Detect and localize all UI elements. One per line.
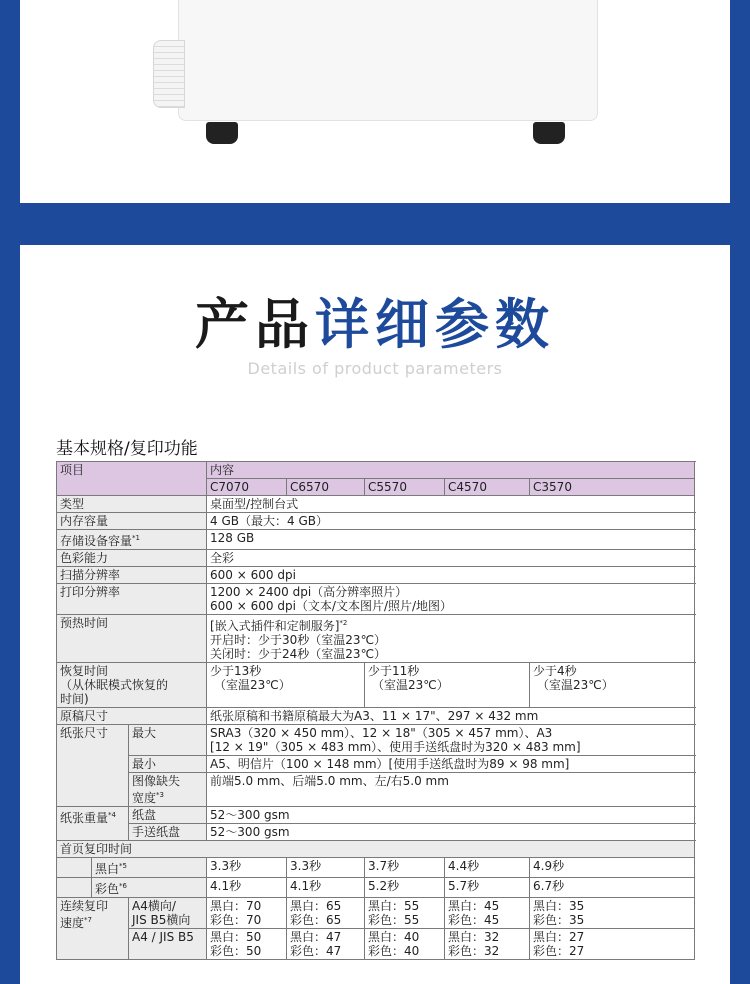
row-value: 600 × 600 dpi <box>207 567 695 584</box>
value-cell: 4.1秒 <box>207 878 287 898</box>
row-label <box>57 530 207 550</box>
value-line: SRA3（320 × 450 mm）、12 × 18"（305 × 457 mm）、A3 <box>210 726 553 740</box>
row-value <box>530 663 695 708</box>
row-sublabel: 手送纸盘 <box>129 824 207 841</box>
row-value <box>207 615 695 663</box>
label-line: 恢复时间 <box>60 664 109 678</box>
value-line: 黑白：45 <box>448 899 500 913</box>
value-line: 黑白：55 <box>368 899 420 913</box>
value-line: 彩色：65 <box>290 913 342 927</box>
row-label: 原稿尺寸 <box>57 708 207 725</box>
table-row <box>57 550 695 567</box>
row-label-text: 存储设备容量 <box>60 534 133 548</box>
footnote-mark: *4 <box>108 811 116 819</box>
value-line: 少于4秒 <box>533 664 577 678</box>
row-value <box>207 663 365 708</box>
table-row <box>57 841 695 858</box>
page-subtitle: Details of product parameters <box>247 359 503 378</box>
row-value <box>207 584 695 615</box>
value-line: 彩色：32 <box>448 944 500 958</box>
table-row <box>57 898 695 929</box>
value-cell: 3.3秒 <box>287 858 365 878</box>
section-heading: 基本规格/复印功能 <box>56 439 198 459</box>
value-line: 600 × 600 dpi（文本/文本图片/照片/地图） <box>210 599 453 613</box>
row-value: 前端5.0 mm、后端5.0 mm、左/右5.0 mm <box>207 773 695 807</box>
value-line: 黑白：32 <box>448 930 500 944</box>
row-spacer <box>57 858 92 878</box>
label-line: 时间) <box>60 692 89 706</box>
row-value: 128 GB <box>207 530 695 550</box>
value-cell: 5.2秒 <box>365 878 445 898</box>
value-cell: 4.4秒 <box>445 858 530 878</box>
label-line <box>132 788 203 805</box>
table-row <box>57 878 695 898</box>
value-line: 1200 × 2400 dpi（高分辨率照片） <box>210 585 408 599</box>
table-row <box>57 663 695 708</box>
table-row <box>57 513 695 530</box>
footnote-mark: *7 <box>84 916 92 924</box>
value-cell <box>530 929 695 960</box>
table-header-row <box>57 462 695 479</box>
table-row <box>57 567 695 584</box>
value-line: 彩色：50 <box>210 944 262 958</box>
row-value: 纸张原稿和书籍原稿最大为A3、11 × 17"、297 × 432 mm <box>207 708 695 725</box>
row-sublabel: 纸盘 <box>129 807 207 824</box>
label-line <box>60 913 125 930</box>
row-label: 色彩能力 <box>57 550 207 567</box>
value-line <box>210 616 691 633</box>
table-row <box>57 756 695 773</box>
value-line: 黑白：70 <box>210 899 262 913</box>
header-item: 项目 <box>57 462 207 496</box>
table-row <box>57 824 695 841</box>
row-label: 打印分辨率 <box>57 584 207 615</box>
label-line: 图像缺失 <box>132 774 181 788</box>
title-part-1: 产品 <box>195 293 315 356</box>
value-line: [12 × 19"（305 × 483 mm）、使用手送纸盘时为320 × 483 mm] <box>210 740 581 754</box>
row-label <box>57 807 129 841</box>
footnote-mark: *5 <box>119 862 127 870</box>
label-text: 速度 <box>60 916 85 930</box>
value-cell <box>445 898 530 929</box>
value-line: 黑白：27 <box>533 930 585 944</box>
table-row <box>57 584 695 615</box>
model-label: C4570 <box>445 479 530 496</box>
row-sublabel <box>129 898 207 929</box>
table-row <box>57 725 695 756</box>
row-sublabel <box>129 773 207 807</box>
header-content: 内容 <box>207 462 695 479</box>
value-line: 彩色：47 <box>290 944 342 958</box>
value-line: 彩色：35 <box>533 913 585 927</box>
footnote-mark: *2 <box>339 619 348 627</box>
value-cell: 3.3秒 <box>207 858 287 878</box>
value-line: 黑白：35 <box>533 899 585 913</box>
row-value: 桌面型/控制台式 <box>207 496 695 513</box>
model-label: C5570 <box>365 479 445 496</box>
value-cell <box>365 898 445 929</box>
value-cell <box>445 929 530 960</box>
spec-table <box>56 461 695 960</box>
value-cell: 5.7秒 <box>445 878 530 898</box>
table-row <box>57 708 695 725</box>
value-cell <box>365 929 445 960</box>
value-cell <box>207 898 287 929</box>
value-cell: 4.9秒 <box>530 858 695 878</box>
row-value <box>207 725 695 756</box>
row-sublabel <box>92 858 207 878</box>
value-cell <box>207 929 287 960</box>
value-line: 黑白：40 <box>368 930 420 944</box>
value-line: 黑白：50 <box>210 930 262 944</box>
label-text: 纸张重量 <box>60 811 109 825</box>
value-line: 开启时：少于30秒（室温23℃） <box>210 633 387 647</box>
label-text: 宽度 <box>132 791 157 805</box>
row-value: 全彩 <box>207 550 695 567</box>
value-line: 彩色：70 <box>210 913 262 927</box>
row-sublabel: 最大 <box>129 725 207 756</box>
row-value: 52～300 gsm <box>207 824 695 841</box>
caster-wheel <box>533 122 565 144</box>
value-cell: 3.7秒 <box>365 858 445 878</box>
row-sublabel <box>92 878 207 898</box>
value-cell: 6.7秒 <box>530 878 695 898</box>
printer-image <box>178 0 598 121</box>
value-line: 少于11秒 <box>368 664 420 678</box>
table-row <box>57 530 695 550</box>
label-line: A4横向/ <box>132 899 176 913</box>
row-value: 52～300 gsm <box>207 807 695 824</box>
value-text: [嵌入式插件和定制服务] <box>210 619 340 633</box>
row-value <box>365 663 530 708</box>
value-line: 黑白：47 <box>290 930 342 944</box>
row-label: 内存容量 <box>57 513 207 530</box>
row-label <box>57 663 207 708</box>
value-line: 彩色：40 <box>368 944 420 958</box>
model-label: C6570 <box>287 479 365 496</box>
value-cell: 4.1秒 <box>287 878 365 898</box>
table-row <box>57 773 695 807</box>
row-label: 首页复印时间 <box>57 841 695 858</box>
footnote-mark: *6 <box>119 882 127 890</box>
row-label: 扫描分辨率 <box>57 567 207 584</box>
value-line: 彩色：27 <box>533 944 585 958</box>
value-line: （室温23℃） <box>537 678 614 692</box>
value-line: 关闭时：少于24秒（室温23℃） <box>210 647 387 661</box>
row-label: 预热时间 <box>57 615 207 663</box>
table-row <box>57 496 695 513</box>
value-line: （室温23℃） <box>372 678 449 692</box>
row-spacer <box>57 878 92 898</box>
footnote-mark: *1 <box>132 534 140 542</box>
row-label <box>57 898 129 960</box>
paper-tray-image <box>153 40 185 108</box>
table-row <box>57 615 695 663</box>
value-line: 彩色：55 <box>368 913 420 927</box>
value-line: 少于13秒 <box>210 664 262 678</box>
caster-wheel <box>206 122 238 144</box>
row-sublabel: A4 / JIS B5 <box>129 929 207 960</box>
page-title <box>0 282 750 359</box>
table-row <box>57 929 695 960</box>
label-text: 彩色 <box>95 882 120 896</box>
table-row <box>57 807 695 824</box>
label-text: 黑白 <box>95 862 120 876</box>
footnote-mark: *3 <box>156 791 164 799</box>
row-value: A5、明信片（100 × 148 mm）[使用手送纸盘时为89 × 98 mm] <box>207 756 695 773</box>
label-line: （从休眠模式恢复的 <box>60 678 169 692</box>
title-part-2: 详细参数 <box>315 293 555 356</box>
value-cell <box>287 898 365 929</box>
table-row <box>57 858 695 878</box>
row-label: 类型 <box>57 496 207 513</box>
value-cell <box>287 929 365 960</box>
value-cell <box>530 898 695 929</box>
model-label: C3570 <box>530 479 695 496</box>
row-sublabel: 最小 <box>129 756 207 773</box>
value-line: 彩色：45 <box>448 913 500 927</box>
label-line: JIS B5横向 <box>132 913 191 927</box>
row-label: 纸张尺寸 <box>57 725 129 807</box>
model-label: C7070 <box>207 479 287 496</box>
label-line: 连续复印 <box>60 899 109 913</box>
value-line: （室温23℃） <box>214 678 291 692</box>
row-value: 4 GB（最大：4 GB） <box>207 513 695 530</box>
value-line: 黑白：65 <box>290 899 342 913</box>
